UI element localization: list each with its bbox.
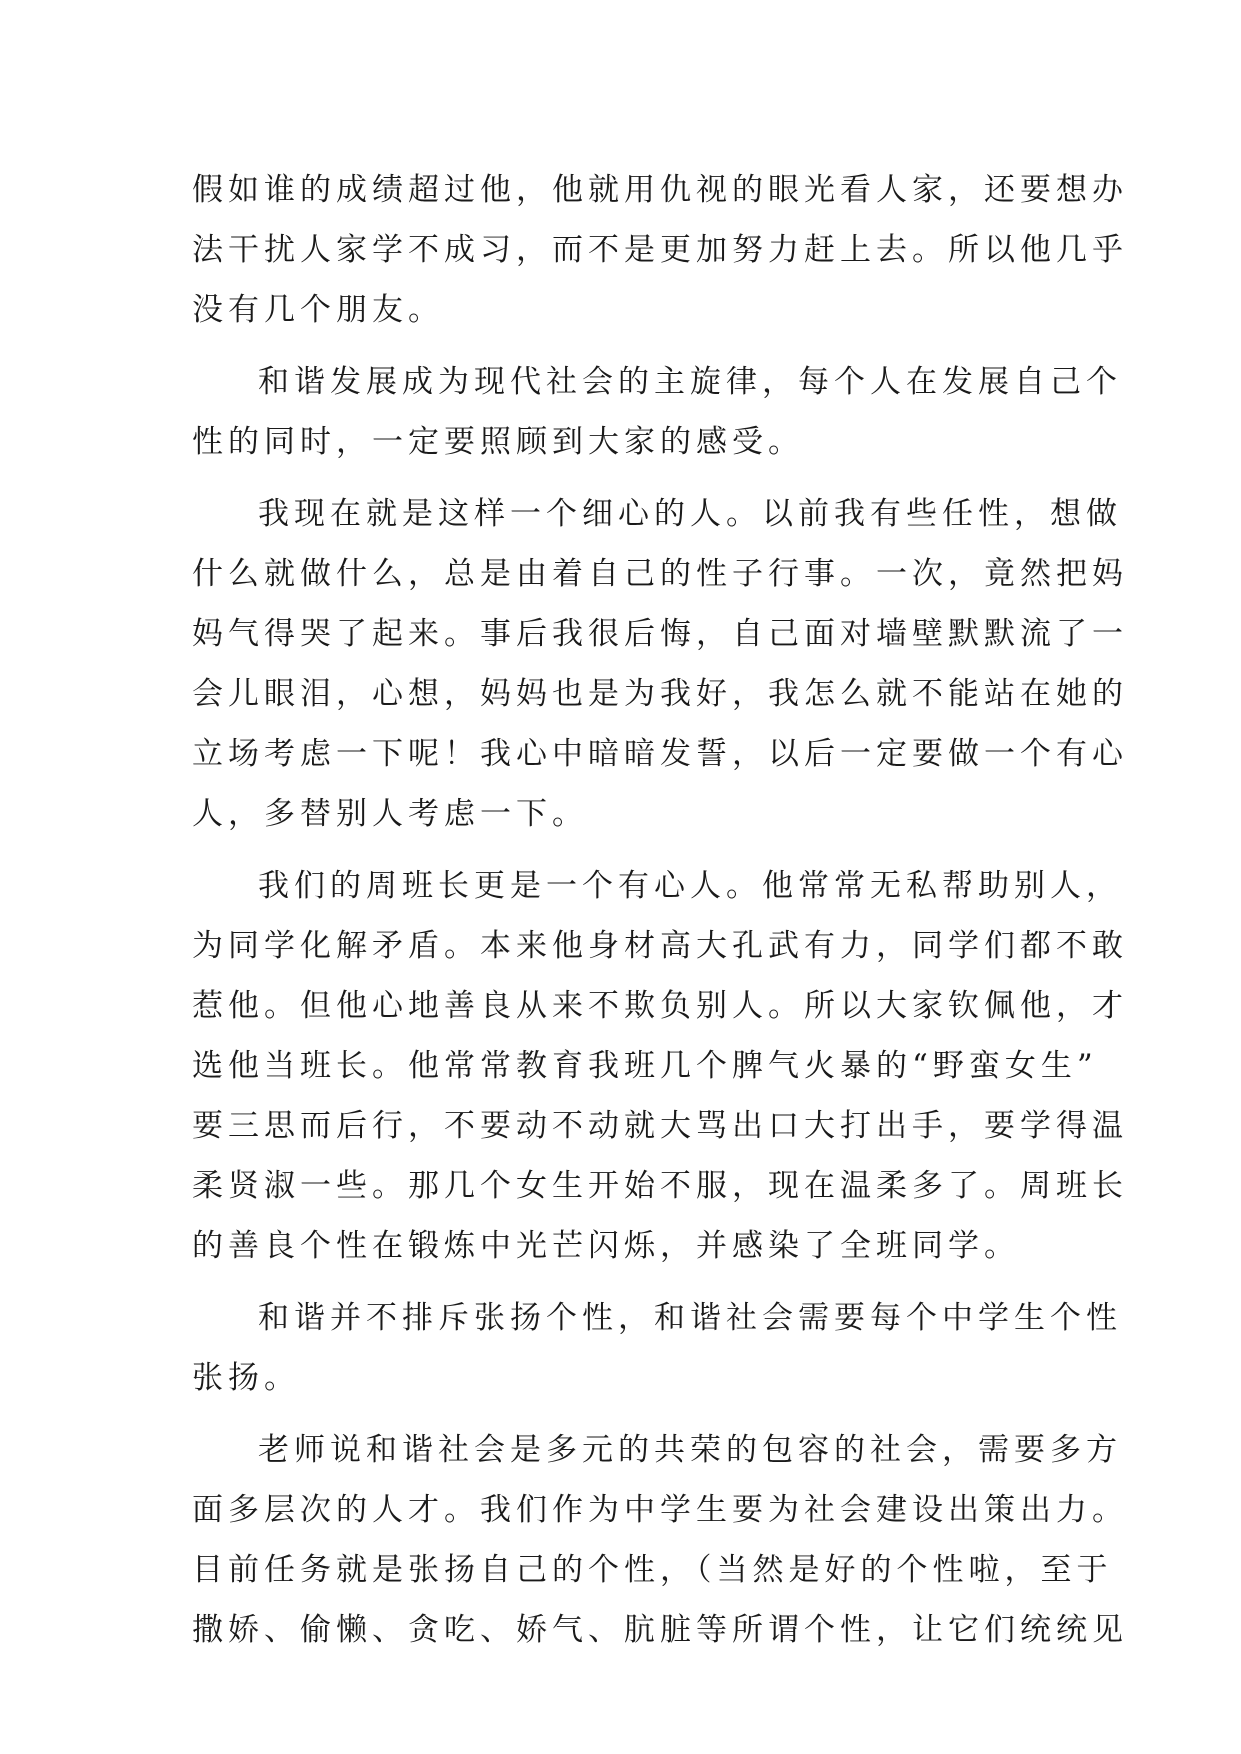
paragraph-4 bbox=[192, 856, 1128, 1276]
text-line: 为同学化解矛盾。本来他身材高大孔武有力，同学们都不敢 bbox=[192, 928, 1128, 964]
text-line: 撒娇、偷懒、贪吃、娇气、肮脏等所谓个性，让它们统统见 bbox=[192, 1612, 1128, 1648]
text-line: 我现在就是这样一个细心的人。以前我有些任性，想做 bbox=[258, 496, 1122, 532]
paragraph-2 bbox=[192, 352, 1122, 472]
text-line: 性的同时，一定要照顾到大家的感受。 bbox=[192, 424, 804, 460]
text-line: 和谐发展成为现代社会的主旋律，每个人在发展自己个 bbox=[258, 364, 1122, 400]
text-line: 没有几个朋友。 bbox=[192, 292, 444, 328]
text-line: 的善良个性在锻炼中光芒闪烁，并感染了全班同学。 bbox=[192, 1228, 1020, 1264]
text-line: 目前任务就是张扬自己的个性，（当然是好的个性啦，至于 bbox=[192, 1552, 1113, 1588]
text-line: 法干扰人家学不成习，而不是更加努力赶上去。所以他几乎 bbox=[192, 232, 1128, 268]
text-line: 妈气得哭了起来。事后我很后悔，自己面对墙壁默默流了一 bbox=[192, 616, 1128, 652]
paragraph-6 bbox=[192, 1420, 1128, 1660]
text-line: 要三思而后行，不要动不动就大骂出口大打出手，要学得温 bbox=[192, 1108, 1128, 1144]
paragraph-1 bbox=[192, 160, 1128, 340]
text-line: 张扬。 bbox=[192, 1360, 300, 1396]
text-line: 柔贤淑一些。那几个女生开始不服，现在温柔多了。周班长 bbox=[192, 1168, 1128, 1204]
text-line: 什么就做什么，总是由着自己的性子行事。一次，竟然把妈 bbox=[192, 556, 1128, 592]
text-line: 立场考虑一下呢！我心中暗暗发誓，以后一定要做一个有心 bbox=[192, 736, 1128, 772]
text-line: 和谐并不排斥张扬个性，和谐社会需要每个中学生个性 bbox=[258, 1300, 1122, 1336]
paragraph-5 bbox=[192, 1288, 1122, 1408]
text-line: 选他当班长。他常常教育我班几个脾气火暴的“野蛮女生” bbox=[192, 1048, 1098, 1084]
text-line: 假如谁的成绩超过他，他就用仇视的眼光看人家，还要想办 bbox=[192, 172, 1128, 208]
text-line: 老师说和谐社会是多元的共荣的包容的社会，需要多方 bbox=[258, 1432, 1122, 1468]
text-line: 惹他。但他心地善良从来不欺负别人。所以大家钦佩他，才 bbox=[192, 988, 1128, 1024]
text-line: 面多层次的人才。我们作为中学生要为社会建设出策出力。 bbox=[192, 1492, 1128, 1528]
paragraph-3 bbox=[192, 484, 1128, 844]
text-line: 我们的周班长更是一个有心人。他常常无私帮助别人， bbox=[258, 868, 1122, 904]
document-body bbox=[192, 160, 1128, 1660]
text-line: 人，多替别人考虑一下。 bbox=[192, 796, 588, 832]
text-line: 会儿眼泪，心想，妈妈也是为我好，我怎么就不能站在她的 bbox=[192, 676, 1128, 712]
